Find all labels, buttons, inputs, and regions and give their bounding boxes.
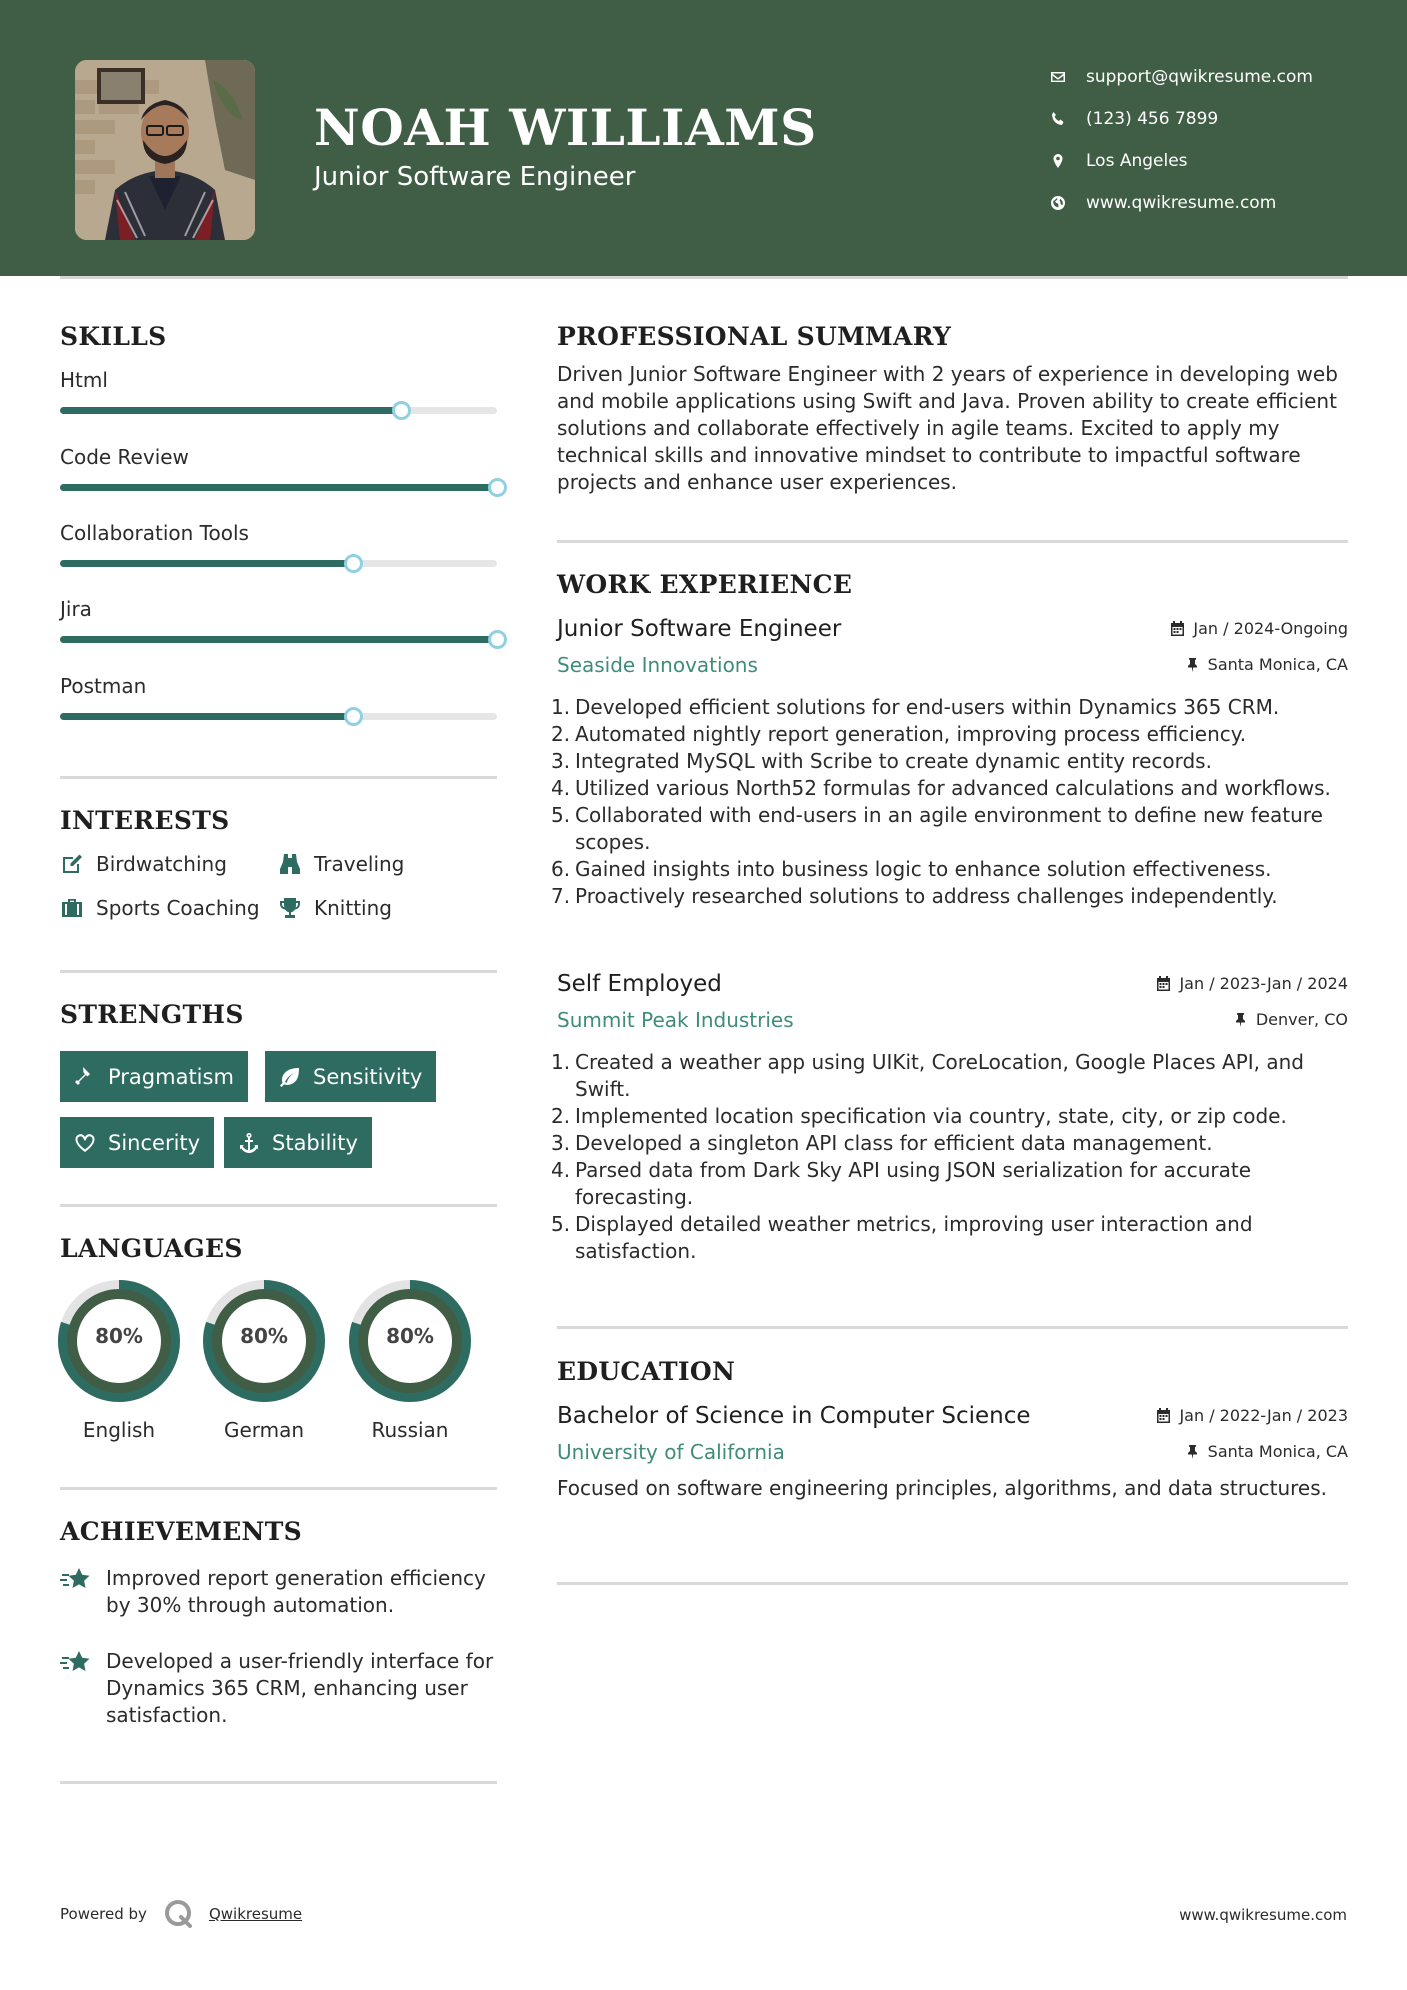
skill-bar [60,713,497,720]
degree-title: Bachelor of Science in Computer Science [557,1403,1031,1429]
skill-bar [60,407,497,414]
list-item: 4. Utilized various North52 formulas for advanced calculations and workflows. [551,776,1331,800]
edit-icon [60,853,84,875]
contact-email[interactable] [1050,56,1380,98]
strength-tag: Stability [224,1117,372,1168]
trophy-icon [278,897,302,919]
skill-label: Html [60,368,108,392]
list-item: 3. Integrated MySQL with Scribe to create dynamic entity records. [551,749,1212,773]
contact-list [1050,56,1380,224]
list-item: 5. Collaborated with end-users in an agile environment to define new feature scopes. [551,803,1323,854]
summary-text: Driven Junior Software Engineer with 2 years of experience in developing web and mobile applications using Swift and Java. Proven ability to create efficient solutions and collaborate effectively in agile teams. Excited to apply my technical skills and innovative mindset to contribute to impactful software projects and enhance user experiences. [557,362,1338,494]
list-item: 2. Implemented location specification via country, state, city, or zip code. [551,1104,1287,1128]
candidate-name: NOAH WILLIAMS [314,98,817,157]
language-name: German [223,1418,305,1442]
summary-heading: PROFESSIONAL SUMMARY [557,322,952,351]
star-icon [60,1648,92,1678]
strength-tag: Sincerity [60,1117,214,1168]
interests-section [60,806,497,920]
interest-item: Traveling [278,852,404,876]
job-header [557,971,1348,997]
footer-powered-by: Powered by Qwikresume [60,1898,302,1930]
contact-email-text: support@qwikresume.com [1086,67,1313,87]
pushpin-icon [1233,1012,1248,1027]
section-divider [60,1487,497,1490]
skill-bar-knob [488,630,507,649]
pushpin-icon [1185,657,1200,672]
skill-html [60,368,497,444]
job-bullets [551,694,1348,910]
section-divider [557,1582,1348,1585]
skill-bar [60,560,497,567]
list-item: 1. Developed efficient solutions for end-users within Dynamics 365 CRM. [551,695,1280,719]
footer-brand-link[interactable]: Qwikresume [208,1905,303,1923]
language-percent: 80% [386,1324,434,1348]
skill-code-review [60,445,497,521]
education-date: Jan / 2022-Jan / 2023 [1156,1406,1348,1425]
footer-url[interactable]: www.qwikresume.com [1179,1906,1347,1924]
job-company-row [557,653,1348,677]
job-location: Denver, CO [1233,1010,1348,1029]
experience-section [551,570,1348,1290]
job-company: Seaside Innovations [557,653,758,677]
skill-bar-knob [392,401,411,420]
education-school-row [557,1440,1348,1464]
school-name: University of California [557,1440,785,1464]
job-header [557,616,1348,642]
job-location: Santa Monica, CA [1185,655,1348,674]
profile-photo [75,60,255,240]
skill-bar [60,484,497,491]
job-company-row [557,1008,1348,1032]
achievements-heading: ACHIEVEMENTS [60,1517,302,1546]
gavel-icon [74,1066,96,1088]
skill-bar-knob [344,554,363,573]
calendar-icon [1156,1408,1171,1423]
list-item: 4. Parsed data from Dark Sky API using JSON serialization for accurate forecasting. [551,1158,1252,1209]
strengths-section [60,1000,497,1170]
briefcase-icon [60,897,84,919]
strength-tag: Sensitivity [265,1051,436,1102]
skill-postman [60,674,497,750]
list-item: 2. Automated nightly report generation, improving process efficiency. [551,722,1247,746]
section-divider [557,1326,1348,1329]
contact-website[interactable] [1050,182,1380,224]
skill-label: Postman [60,674,147,698]
star-icon [60,1565,92,1595]
skills-heading-wrap [60,322,497,351]
interests-heading: INTERESTS [60,806,230,835]
list-item: 3. Developed a singleton API class for efficient data management. [551,1131,1213,1155]
section-divider [557,540,1348,543]
job-title: Junior Software Engineer [557,616,842,642]
contact-website-text: www.qwikresume.com [1086,193,1277,213]
language-name: English [82,1418,156,1442]
experience-heading: WORK EXPERIENCE [557,570,853,599]
job-company: Summit Peak Industries [557,1008,794,1032]
contact-location [1050,140,1380,182]
calendar-icon [1170,621,1185,636]
envelope-icon [1050,69,1066,85]
language-item [349,1280,471,1442]
section-divider [60,1781,497,1784]
skill-label: Collaboration Tools [60,521,249,545]
education-heading: EDUCATION [557,1357,736,1386]
language-item [203,1280,325,1442]
achievement-text: Developed a user-friendly interface for Dynamics 365 CRM, enhancing user satisfaction. [106,1649,494,1727]
skill-bar [60,636,497,643]
candidate-title: Junior Software Engineer [314,162,636,192]
pushpin-icon [1185,1444,1200,1459]
skills-heading: SKILLS [60,322,167,351]
interest-item: Knitting [278,896,392,920]
section-divider [60,1204,497,1207]
heart-icon [74,1132,96,1154]
language-name: Russian [371,1418,449,1442]
education-header [557,1403,1348,1429]
skill-bar-knob [344,707,363,726]
summary-section [557,322,1348,496]
contact-phone-text: (123) 456 7899 [1086,109,1219,129]
list-item: 6. Gained insights into business logic to enhance solution effectiveness. [551,857,1272,881]
list-item: 7. Proactively researched solutions to address challenges independently. [551,884,1278,908]
strengths-heading: STRENGTHS [60,1000,244,1029]
achievements-section [60,1517,497,1757]
skill-label: Code Review [60,445,189,469]
qwikresume-logo-icon [163,1898,195,1930]
skill-collaboration-tools [60,521,497,597]
strength-tag: Pragmatism [60,1051,248,1102]
header-divider [60,276,1348,279]
languages-heading: LANGUAGES [60,1234,243,1263]
education-section [557,1357,1348,1557]
contact-phone[interactable] [1050,98,1380,140]
achievement-text: Improved report generation efficiency by 30% through automation. [106,1566,486,1617]
education-location: Santa Monica, CA [1185,1442,1348,1461]
education-text: Focused on software engineering principles, algorithms, and data structures. [557,1476,1327,1500]
section-divider [60,970,497,973]
language-percent: 80% [95,1324,143,1348]
section-divider [60,776,497,779]
skill-bar-knob [488,478,507,497]
language-item [58,1280,180,1442]
binoculars-icon [278,853,302,875]
contact-location-text: Los Angeles [1086,151,1188,171]
list-item: 5. Displayed detailed weather metrics, improving user interaction and satisfaction. [551,1212,1253,1263]
skill-label: Jira [60,597,92,621]
map-pin-icon [1050,153,1066,169]
languages-section [60,1234,497,1454]
language-percent: 80% [240,1324,288,1348]
phone-icon [1050,111,1066,127]
achievement-item [60,1565,497,1619]
job-date: Jan / 2023-Jan / 2024 [1156,974,1348,993]
achievement-item [60,1648,497,1729]
job-bullets [551,1049,1348,1265]
list-item: 1. Created a weather app using UIKit, CoreLocation, Google Places API, and Swift. [551,1050,1305,1101]
leaf-icon [279,1066,301,1088]
job-title: Self Employed [557,971,722,997]
globe-icon [1050,195,1066,211]
resume-header [0,0,1407,276]
skill-jira [60,597,497,673]
anchor-icon [238,1132,260,1154]
interest-item: Sports Coaching [60,896,260,920]
job-date: Jan / 2024-Ongoing [1170,619,1348,638]
interest-item: Birdwatching [60,852,227,876]
calendar-icon [1156,976,1171,991]
